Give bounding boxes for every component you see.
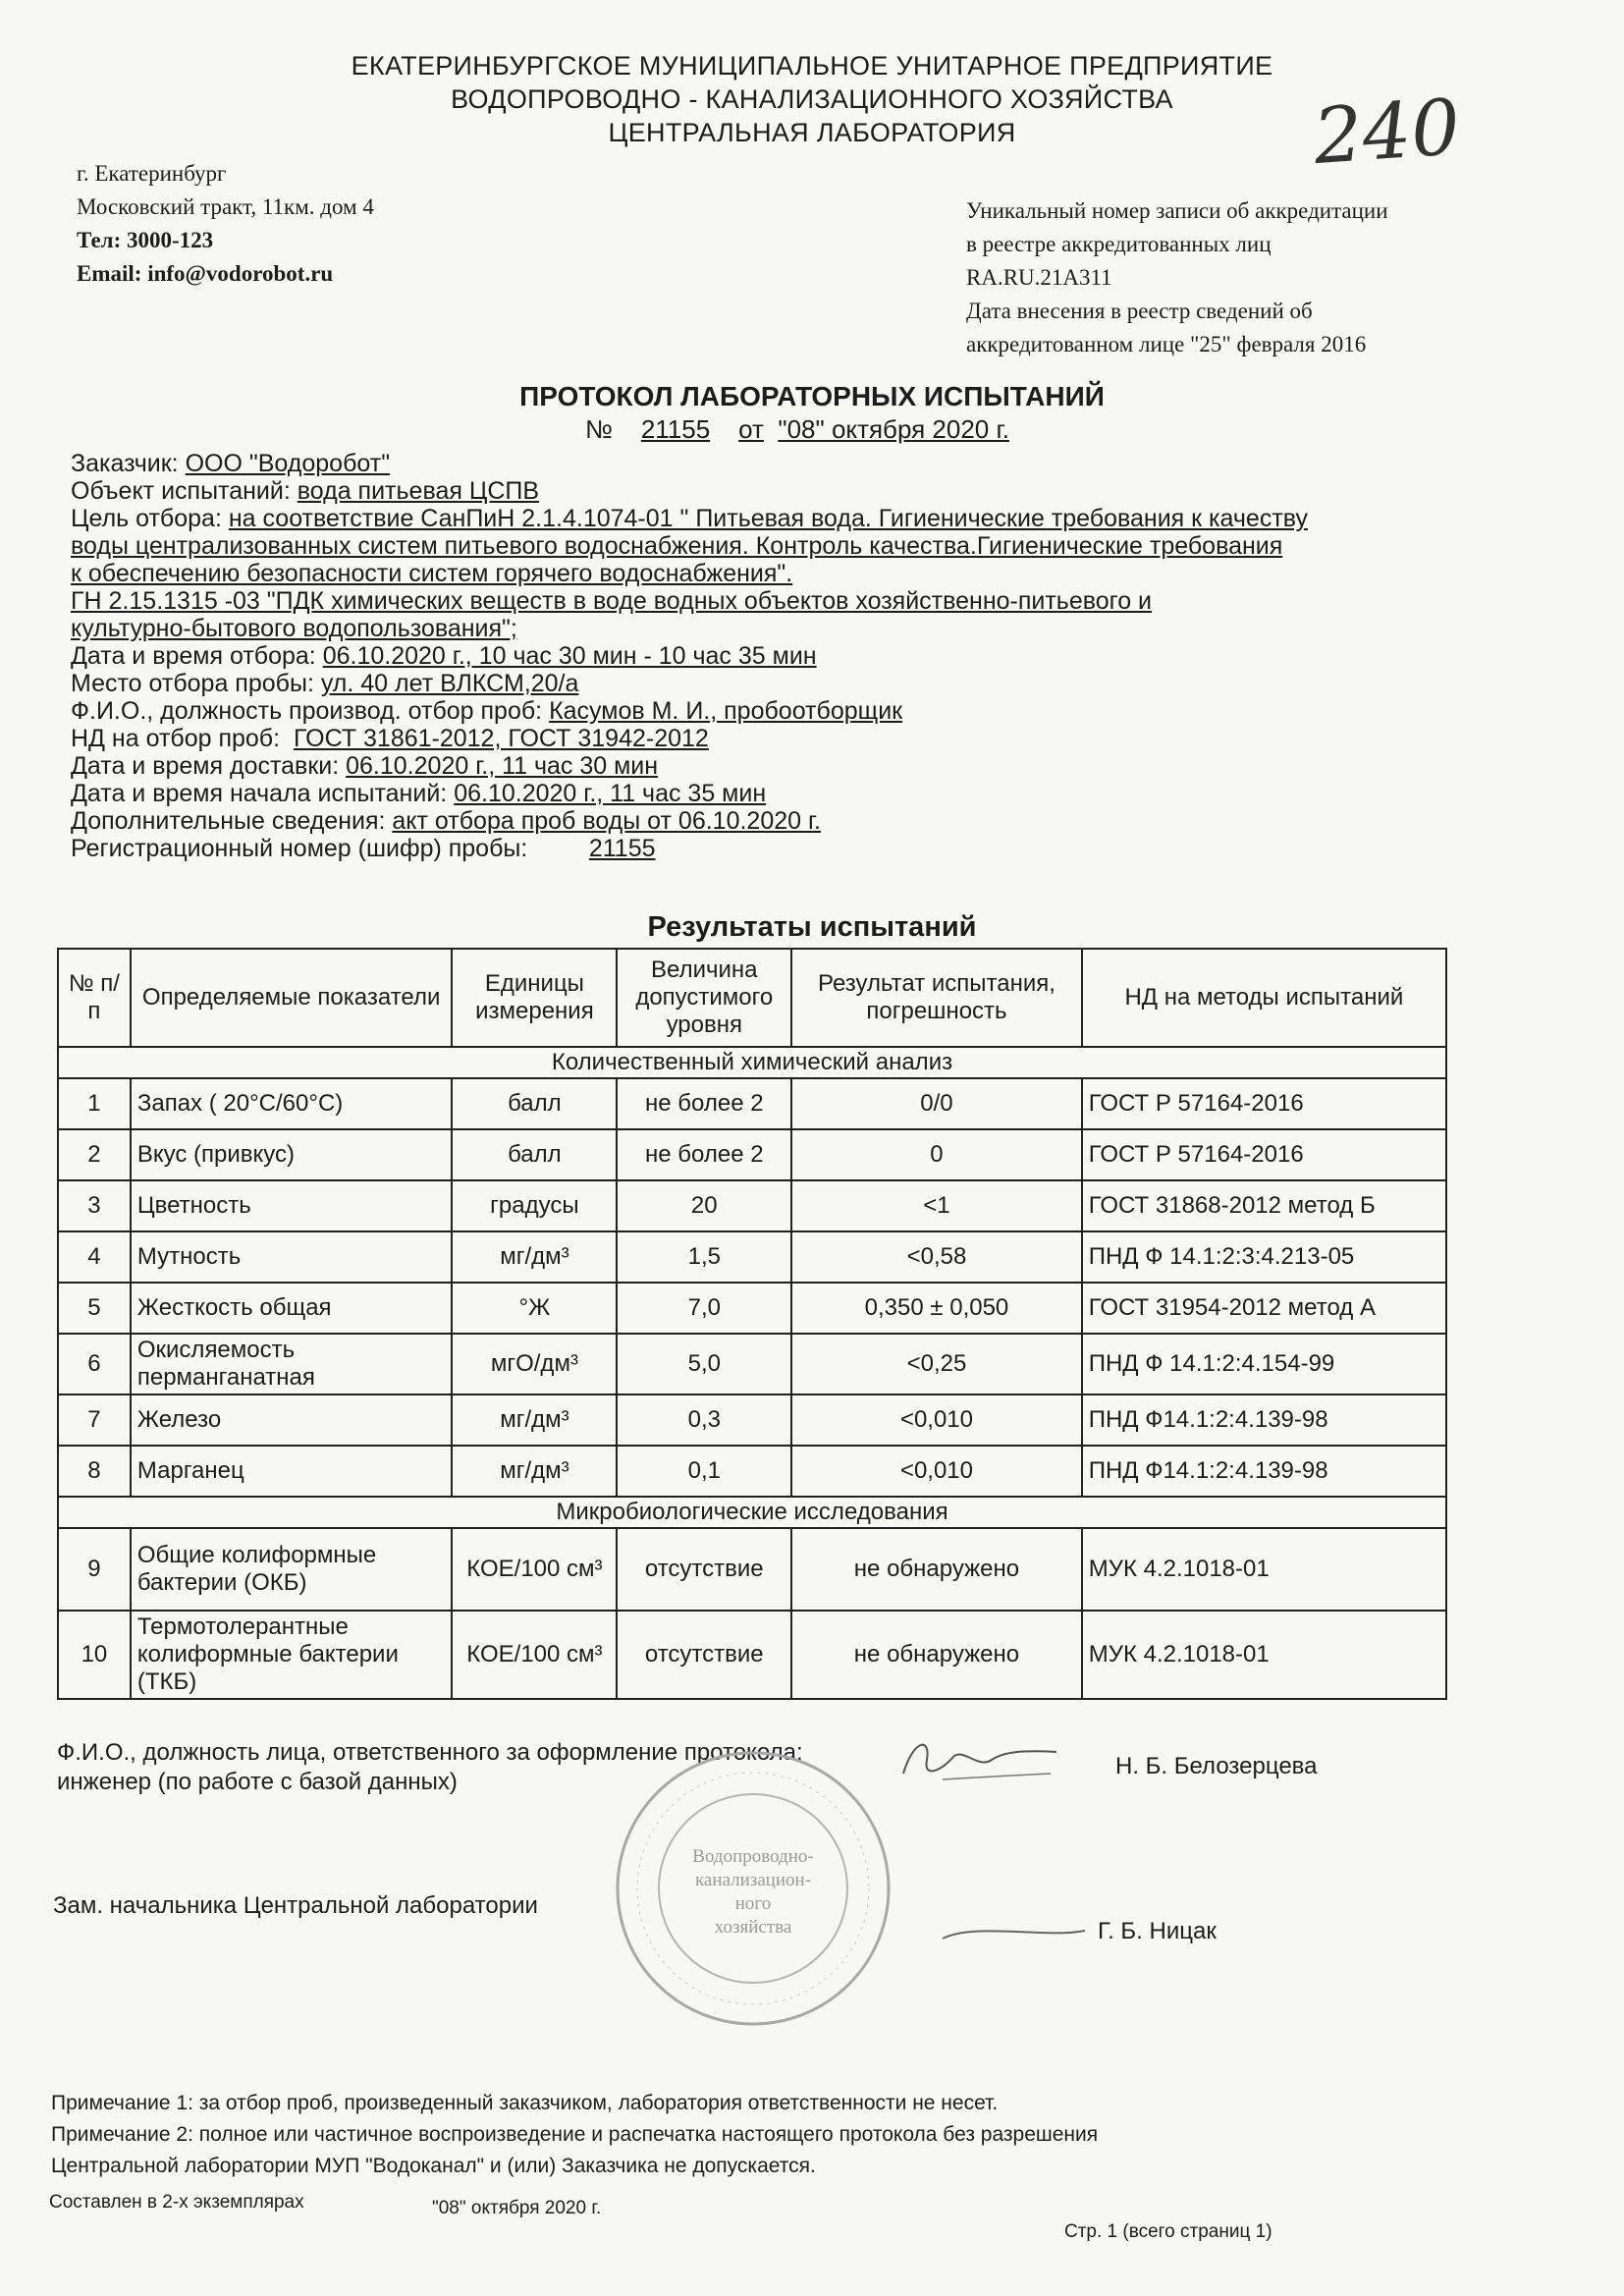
row-result: 0 bbox=[791, 1129, 1081, 1180]
row-unit: КОЕ/100 см³ bbox=[452, 1528, 617, 1611]
note-1: Примечание 1: за отбор проб, произведенный заказчиком, лаборатория ответственности не несет. bbox=[51, 2092, 999, 2114]
field-sample-dt-label: Дата и время отбора: bbox=[71, 642, 316, 670]
row-result: 0,350 ± 0,050 bbox=[791, 1283, 1081, 1334]
table-row bbox=[58, 1446, 1446, 1497]
stamp-text-3: ного bbox=[734, 1893, 772, 1914]
row-indicator: Железо bbox=[131, 1394, 453, 1446]
copies-date: "08" октября 2020 г. bbox=[432, 2198, 602, 2218]
row-method: ПНД Ф 14.1:2:3:4.213-05 bbox=[1082, 1231, 1446, 1283]
org-line-1: ЕКАТЕРИНБУРГСКОЕ МУНИЦИПАЛЬНОЕ УНИТАРНОЕ ПРЕДПРИЯТИЕ bbox=[351, 51, 1273, 81]
row-result: <0,010 bbox=[791, 1446, 1081, 1497]
results-table bbox=[57, 948, 1447, 1700]
row-unit: балл bbox=[452, 1078, 617, 1129]
row-unit: °Ж bbox=[452, 1283, 617, 1334]
section-micro bbox=[58, 1497, 1446, 1528]
table-row bbox=[58, 1078, 1446, 1129]
row-unit: КОЕ/100 см³ bbox=[452, 1611, 617, 1699]
row-result: не обнаружено bbox=[791, 1611, 1081, 1699]
notes-block bbox=[51, 2088, 1098, 2182]
row-limit: 20 bbox=[617, 1180, 791, 1231]
row-num: 6 bbox=[58, 1334, 131, 1394]
field-purpose-line-5: культурно-бытового водопользования"; bbox=[71, 615, 517, 642]
field-object bbox=[71, 477, 1426, 505]
stamp-seal-icon bbox=[611, 1746, 895, 2031]
accreditation-line-1: Уникальный номер записи об аккредитации bbox=[966, 198, 1388, 223]
field-purpose-line-3: к обеспечению безопасности систем горячего водоснабжения". bbox=[71, 560, 793, 587]
header-num: № п/п bbox=[58, 949, 131, 1047]
row-result: <0,58 bbox=[791, 1231, 1081, 1283]
row-num: 9 bbox=[58, 1528, 131, 1611]
protocol-number-label: № bbox=[585, 414, 613, 444]
row-result: не обнаружено bbox=[791, 1528, 1081, 1611]
section-chemical-label: Количественный химический анализ bbox=[58, 1047, 1446, 1078]
row-limit: 0,3 bbox=[617, 1394, 791, 1446]
row-limit: отсутствие bbox=[617, 1611, 791, 1699]
results-title: Результаты испытаний bbox=[647, 911, 977, 943]
row-indicator: Марганец bbox=[131, 1446, 453, 1497]
responsible-line-1: Ф.И.О., должность лица, ответственного за оформление протокола: bbox=[57, 1739, 803, 1766]
row-limit: не более 2 bbox=[617, 1129, 791, 1180]
field-customer-value: ООО "Водоробот" bbox=[185, 450, 391, 477]
row-indicator: Цветность bbox=[131, 1180, 453, 1231]
row-num: 7 bbox=[58, 1394, 131, 1446]
row-result: <0,010 bbox=[791, 1394, 1081, 1446]
table-row bbox=[58, 1180, 1446, 1231]
stamp-text-2: канализацион- bbox=[694, 1870, 812, 1890]
field-test-start-label: Дата и время начала испытаний: bbox=[71, 780, 448, 807]
table-row bbox=[58, 1129, 1446, 1180]
field-sampler bbox=[71, 697, 1426, 725]
field-place bbox=[71, 670, 1426, 697]
row-indicator: Запах ( 20°С/60°С) bbox=[131, 1078, 453, 1129]
row-num: 10 bbox=[58, 1611, 131, 1699]
row-unit: мгО/дм³ bbox=[452, 1334, 617, 1394]
row-method: ГОСТ Р 57164-2016 bbox=[1082, 1078, 1446, 1129]
field-purpose-line-1: на соответствие СанПиН 2.1.4.1074-01 " Питьевая вода. Гигиенические требования к качеству bbox=[228, 505, 1309, 532]
results-header-row bbox=[58, 949, 1446, 1047]
row-method: МУК 4.2.1018-01 bbox=[1082, 1611, 1446, 1699]
field-object-value: вода питьевая ЦСПВ bbox=[297, 477, 540, 505]
row-unit: балл bbox=[452, 1129, 617, 1180]
row-limit: 5,0 bbox=[617, 1334, 791, 1394]
field-object-label: Объект испытаний: bbox=[71, 477, 291, 505]
signature-1-icon bbox=[884, 1730, 1070, 1789]
field-extra bbox=[71, 807, 1426, 835]
row-limit: 1,5 bbox=[617, 1231, 791, 1283]
row-unit: мг/дм³ bbox=[452, 1446, 617, 1497]
row-unit: градусы bbox=[452, 1180, 617, 1231]
table-row bbox=[58, 1611, 1446, 1699]
accreditation-line-2: в реестре аккредитованных лиц bbox=[966, 232, 1272, 256]
protocol-title: ПРОТОКОЛ ЛАБОРАТОРНЫХ ИСПЫТАНИЙ bbox=[519, 381, 1105, 411]
row-limit: 0,1 bbox=[617, 1446, 791, 1497]
field-purpose bbox=[71, 505, 1426, 532]
responsible-line-2: инженер (по работе с базой данных) bbox=[57, 1769, 458, 1795]
field-delivery-label: Дата и время доставки: bbox=[71, 752, 340, 780]
accreditation-block bbox=[966, 194, 1388, 361]
address-phone: Тел: 3000-123 bbox=[77, 228, 214, 252]
row-result: <0,25 bbox=[791, 1334, 1081, 1394]
address-block bbox=[77, 157, 374, 291]
field-sample-dt bbox=[71, 642, 1426, 670]
header-limit: Величина допустимого уровня bbox=[617, 949, 791, 1047]
row-indicator: Окисляемость перманганатная bbox=[131, 1334, 453, 1394]
row-unit: мг/дм³ bbox=[452, 1231, 617, 1283]
row-unit: мг/дм³ bbox=[452, 1394, 617, 1446]
accreditation-line-4: Дата внесения в реестр сведений об bbox=[966, 299, 1313, 323]
row-method: ГОСТ 31868-2012 метод Б bbox=[1082, 1180, 1446, 1231]
protocol-number: 21155 bbox=[640, 414, 711, 444]
org-line-3: ЦЕНТРАЛЬНАЯ ЛАБОРАТОРИЯ bbox=[608, 118, 1016, 147]
row-num: 3 bbox=[58, 1180, 131, 1231]
row-result: <1 bbox=[791, 1180, 1081, 1231]
protocol-number-line bbox=[585, 414, 1009, 445]
stamp-text-4: хозяйства bbox=[714, 1917, 792, 1938]
field-purpose-line-4: ГН 2.15.1315 -03 "ПДК химических веществ в воде водных объектов хозяйственно-питьевого и bbox=[71, 587, 1153, 615]
field-customer bbox=[71, 450, 1426, 477]
field-extra-label: Дополнительные сведения: bbox=[71, 807, 386, 835]
field-reg-value: 21155 bbox=[588, 835, 656, 862]
handwritten-number: 240 bbox=[1311, 82, 1463, 183]
field-place-value: ул. 40 лет ВЛКСМ,20/а bbox=[320, 670, 579, 697]
accreditation-line-3: RA.RU.21A311 bbox=[966, 265, 1112, 290]
field-place-label: Место отбора пробы: bbox=[71, 670, 314, 697]
address-email: Email: info@vodorobot.ru bbox=[77, 261, 334, 286]
responsible-name: Н. Б. Белозерцева bbox=[1115, 1753, 1318, 1779]
row-limit: 7,0 bbox=[617, 1283, 791, 1334]
header-units: Единицы измерения bbox=[452, 949, 617, 1047]
field-purpose-line-2: воды централизованных систем питьевого водоснабжения. Контроль качества.Гигиенические требования bbox=[71, 532, 1283, 560]
field-sample-dt-value: 06.10.2020 г., 10 час 30 мин - 10 час 35 мин bbox=[322, 642, 817, 670]
row-method: ПНД Ф 14.1:2:4.154-99 bbox=[1082, 1334, 1446, 1394]
stamp-text-1: Водопроводно- bbox=[692, 1846, 814, 1867]
header-result: Результат испытания, погрешность bbox=[791, 949, 1081, 1047]
row-indicator: Мутность bbox=[131, 1231, 453, 1283]
copies-note: Составлен в 2-х экземплярах bbox=[49, 2192, 304, 2213]
row-indicator: Общие колиформные бактерии (ОКБ) bbox=[131, 1528, 453, 1611]
note-2: Примечание 2: полное или частичное воспроизведение и распечатка настоящего протокола без разрешения bbox=[51, 2123, 1099, 2146]
field-reg bbox=[71, 835, 1426, 862]
deputy-title: Зам. начальника Центральной лаборатории bbox=[53, 1892, 538, 1919]
field-sampler-value: Касумов М. И., пробоотборщик bbox=[549, 697, 903, 725]
address-street: Московский тракт, 11км. дом 4 bbox=[77, 194, 374, 219]
address-city: г. Екатеринбург bbox=[77, 161, 227, 186]
signature-2-icon bbox=[933, 1915, 1090, 1954]
field-delivery-value: 06.10.2020 г., 11 час 30 мин bbox=[346, 752, 659, 780]
row-result: 0/0 bbox=[791, 1078, 1081, 1129]
deputy-name: Г. Б. Ницак bbox=[1098, 1918, 1217, 1944]
section-micro-label: Микробиологические исследования bbox=[58, 1497, 1446, 1528]
field-nd-value: ГОСТ 31861-2012, ГОСТ 31942-2012 bbox=[293, 725, 709, 752]
row-method: МУК 4.2.1018-01 bbox=[1082, 1528, 1446, 1611]
protocol-date-label: от bbox=[738, 414, 764, 444]
row-indicator: Термотолерантные колиформные бактерии (ТКБ) bbox=[131, 1611, 453, 1699]
field-test-start bbox=[71, 780, 1426, 807]
field-purpose-label: Цель отбора: bbox=[71, 505, 222, 532]
field-nd bbox=[71, 725, 1426, 752]
field-reg-label: Регистрационный номер (шифр) пробы: bbox=[71, 835, 528, 862]
row-num: 1 bbox=[58, 1078, 131, 1129]
protocol-date: "08" октября 2020 г. bbox=[778, 414, 1010, 444]
table-row bbox=[58, 1283, 1446, 1334]
section-chemical bbox=[58, 1047, 1446, 1078]
row-indicator: Вкус (привкус) bbox=[131, 1129, 453, 1180]
row-method: ПНД Ф14.1:2:4.139-98 bbox=[1082, 1394, 1446, 1446]
table-row bbox=[58, 1231, 1446, 1283]
row-num: 4 bbox=[58, 1231, 131, 1283]
row-num: 5 bbox=[58, 1283, 131, 1334]
protocol-fields bbox=[71, 450, 1426, 862]
field-customer-label: Заказчик: bbox=[71, 450, 179, 477]
row-limit: не более 2 bbox=[617, 1078, 791, 1129]
field-sampler-label: Ф.И.О., должность производ. отбор проб: bbox=[71, 697, 543, 725]
row-method: ГОСТ 31954-2012 метод А bbox=[1082, 1283, 1446, 1334]
row-method: ГОСТ Р 57164-2016 bbox=[1082, 1129, 1446, 1180]
field-test-start-value: 06.10.2020 г., 11 час 35 мин bbox=[454, 780, 767, 807]
accreditation-line-5: аккредитованном лице "25" февраля 2016 bbox=[966, 332, 1367, 356]
row-indicator: Жесткость общая bbox=[131, 1283, 453, 1334]
row-num: 8 bbox=[58, 1446, 131, 1497]
note-3: Центральной лаборатории МУП "Водоканал" и (или) Заказчика не допускается. bbox=[51, 2155, 816, 2177]
table-row bbox=[58, 1334, 1446, 1394]
row-limit: отсутствие bbox=[617, 1528, 791, 1611]
header-indicator: Определяемые показатели bbox=[131, 949, 453, 1047]
org-line-2: ВОДОПРОВОДНО - КАНАЛИЗАЦИОННОГО ХОЗЯЙСТВА bbox=[451, 84, 1173, 114]
row-num: 2 bbox=[58, 1129, 131, 1180]
table-row bbox=[58, 1528, 1446, 1611]
page-number: Стр. 1 (всего страниц 1) bbox=[1064, 2221, 1272, 2242]
field-delivery bbox=[71, 752, 1426, 780]
table-row bbox=[58, 1394, 1446, 1446]
field-nd-label: НД на отбор проб: bbox=[71, 725, 281, 752]
header-method: НД на методы испытаний bbox=[1082, 949, 1446, 1047]
field-extra-value: акт отбора проб воды от 06.10.2020 г. bbox=[392, 807, 822, 835]
row-method: ПНД Ф14.1:2:4.139-98 bbox=[1082, 1446, 1446, 1497]
